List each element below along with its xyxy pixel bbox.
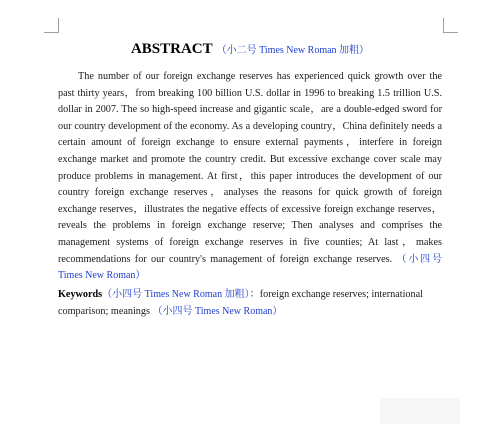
keywords-label: Keywords	[58, 289, 103, 300]
keywords-colon: ：	[249, 289, 260, 300]
keywords-label-note: （小四号 Times New Roman 加粗）	[102, 289, 250, 300]
margin-corner-top-right	[443, 18, 458, 33]
abstract-body-text: The number of our foreign exchange reserves has experienced quick growth over the past thirty years，from breaking 100 billion U.S. dollar in 1996 to breaking 1.5 trillion U.S. dollar in 2007. The so high-speed increase and gigantic scale，are a double-edged sword for our country development of the economy. As a developing country，China definitely needs a certain amount of foreign exchange to ensure external payments，interfere in foreign exchange market and promote the country credit. But excessive exchange cover scale may produce problems in management. At first，this paper introduces the development of our country foreign exchange reserves，analyses the reasons for quick growth of foreign exchange reserves，illustrates the negative effects of excessive foreign exchange reserves，reveals the problems in foreign exchange reserve; Then analyses and comprises the management systems of foreign exchange reserves in five counties; At last，makes recommendations for our country's management of foreign exchange reserves.	[58, 71, 442, 265]
margin-corner-top-left	[44, 18, 59, 33]
keywords-values: foreign exchange reserves; international comparison; meanings	[58, 289, 423, 317]
abstract-heading	[0, 40, 500, 58]
keywords-values-note: （小四号 Times New Roman）	[152, 305, 283, 317]
faint-watermark-area	[380, 398, 460, 424]
abstract-body	[58, 69, 442, 285]
abstract-title-note: （小二号 Times New Roman 加粗）	[216, 45, 370, 56]
keywords-paragraph	[58, 287, 442, 320]
abstract-title: ABSTRACT	[130, 41, 213, 57]
abstract-body-note: （小四号 Times New Roman）	[58, 253, 442, 282]
